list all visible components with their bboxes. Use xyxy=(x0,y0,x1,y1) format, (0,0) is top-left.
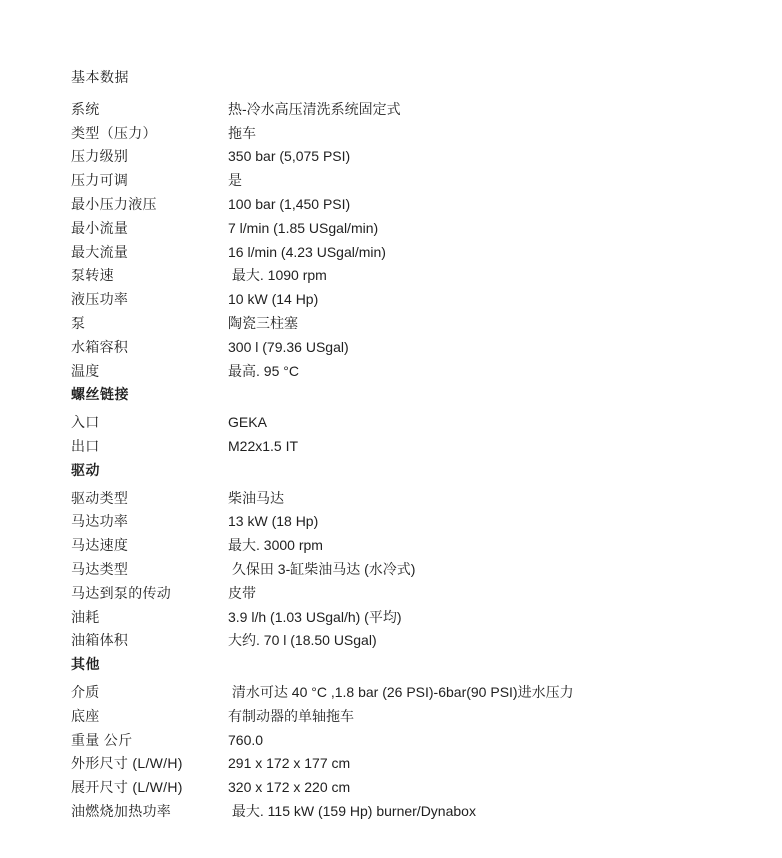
spec-label: 马达功率 xyxy=(71,513,129,530)
spec-value: 320 x 172 x 220 cm xyxy=(228,779,351,796)
spec-row-unfolded-dimensions xyxy=(71,776,742,800)
spec-label: 底座 xyxy=(71,707,100,724)
spec-row-max-flow xyxy=(71,241,742,265)
spec-value: 皮带 xyxy=(228,584,256,601)
spec-label: 泵 xyxy=(71,314,86,331)
section-heading-other: 其他 xyxy=(71,656,100,673)
spec-value: 是 xyxy=(228,172,242,189)
spec-row-water-tank-volume xyxy=(71,336,742,360)
spec-value: 久保田 3-缸柴油马达 (水冷式) xyxy=(228,560,416,577)
spec-label: 泵转速 xyxy=(71,267,114,284)
spec-label: 马达到泵的传动 xyxy=(71,584,172,601)
spec-row-inlet xyxy=(71,411,742,435)
spec-row-pump-speed xyxy=(71,264,742,288)
spec-row-motor-to-pump-transmission xyxy=(71,582,742,606)
spec-value: GEKA xyxy=(228,414,267,431)
spec-value: 清水可达 40 °C ,1.8 bar (26 PSI)-6bar(90 PSI)进水压力 xyxy=(228,683,574,700)
spec-row-temperature xyxy=(71,360,742,384)
spec-row-drive-type xyxy=(71,487,742,511)
spec-label: 水箱容积 xyxy=(71,338,129,355)
spec-label: 马达速度 xyxy=(71,537,129,554)
section-other xyxy=(71,653,742,824)
spec-value: 13 kW (18 Hp) xyxy=(228,513,319,530)
section-drive xyxy=(71,459,742,653)
spec-label: 马达类型 xyxy=(71,560,129,577)
spec-value: 16 l/min (4.23 USgal/min) xyxy=(228,243,386,260)
spec-label: 外形尺寸 (L/W/H) xyxy=(71,755,183,772)
spec-value: 陶瓷三柱塞 xyxy=(228,314,298,331)
spec-value: 柴油马达 xyxy=(228,489,284,506)
spec-label: 出口 xyxy=(71,437,100,454)
section-heading-screw-connections: 螺丝链接 xyxy=(71,386,129,403)
spec-label: 油燃烧加热功率 xyxy=(71,802,172,819)
spec-row-medium xyxy=(71,681,742,705)
spec-value: 热-冷水高压清洗系统固定式 xyxy=(228,100,401,117)
spec-label: 入口 xyxy=(71,414,100,431)
spec-row-fuel-tank-volume xyxy=(71,629,742,653)
spec-row-hydraulic-power xyxy=(71,288,742,312)
spec-value: 3.9 l/h (1.03 USgal/h) (平均) xyxy=(228,608,402,625)
spec-label: 重量 公斤 xyxy=(71,731,133,748)
spec-row-pressure-class xyxy=(71,145,742,169)
spec-value: 最大. 3000 rpm xyxy=(228,537,323,554)
rows-screw-connections xyxy=(71,411,742,459)
spec-value: 大约. 70 l (18.50 USgal) xyxy=(228,632,377,649)
spec-value: M22x1.5 IT xyxy=(228,437,299,454)
spec-label: 液压功率 xyxy=(71,291,129,308)
rows-drive xyxy=(71,487,742,654)
spec-label: 介质 xyxy=(71,683,100,700)
spec-value: 有制动器的单轴拖车 xyxy=(228,707,354,724)
spec-label: 最小压力液压 xyxy=(71,195,157,212)
spec-value: 最大. 115 kW (159 Hp) burner/Dynabox xyxy=(228,802,476,819)
spec-row-pressure-adjustable xyxy=(71,169,742,193)
spec-row-oil-burner-heating-power xyxy=(71,800,742,824)
spec-label: 展开尺寸 (L/W/H) xyxy=(71,779,183,796)
spec-label: 最小流量 xyxy=(71,219,129,236)
spec-value: 300 l (79.36 USgal) xyxy=(228,338,349,355)
spec-row-pump xyxy=(71,312,742,336)
spec-row-system xyxy=(71,98,742,122)
spec-value: 760.0 xyxy=(228,731,264,748)
spec-value: 7 l/min (1.85 USgal/min) xyxy=(228,219,379,236)
spec-label: 压力级别 xyxy=(71,148,129,165)
spec-value: 拖车 xyxy=(228,124,256,141)
spec-value: 350 bar (5,075 PSI) xyxy=(228,148,351,165)
spec-label: 类型（压力） xyxy=(71,124,157,141)
section-heading-drive: 驱动 xyxy=(71,461,100,478)
section-heading-basic-data: 基本数据 xyxy=(71,69,129,85)
spec-row-outlet xyxy=(71,435,742,459)
spec-label: 驱动类型 xyxy=(71,489,129,506)
spec-row-outer-dimensions xyxy=(71,752,742,776)
spec-row-fuel-consumption xyxy=(71,606,742,630)
section-screw-connections xyxy=(71,383,742,458)
spec-value: 10 kW (14 Hp) xyxy=(228,291,319,308)
section-basic-data xyxy=(71,66,742,383)
spec-value: 最高. 95 °C xyxy=(228,362,299,379)
spec-value: 最大. 1090 rpm xyxy=(228,267,327,284)
spec-label: 油箱体积 xyxy=(71,632,129,649)
rows-basic-data xyxy=(71,98,742,384)
spec-value: 291 x 172 x 177 cm xyxy=(228,755,351,772)
spec-label: 油耗 xyxy=(71,608,100,625)
spec-label: 压力可调 xyxy=(71,172,129,189)
spec-row-weight-kg xyxy=(71,729,742,753)
spec-value: 100 bar (1,450 PSI) xyxy=(228,195,351,212)
spec-row-min-pressure xyxy=(71,193,742,217)
spec-row-motor-power xyxy=(71,510,742,534)
spec-row-type-pressure xyxy=(71,122,742,146)
rows-other xyxy=(71,681,742,824)
spec-row-motor-type xyxy=(71,558,742,582)
spec-label: 系统 xyxy=(71,100,100,117)
spec-label: 最大流量 xyxy=(71,243,129,260)
spec-row-min-flow xyxy=(71,217,742,241)
spec-row-chassis xyxy=(71,705,742,729)
spec-label: 温度 xyxy=(71,362,100,379)
spec-row-motor-speed xyxy=(71,534,742,558)
